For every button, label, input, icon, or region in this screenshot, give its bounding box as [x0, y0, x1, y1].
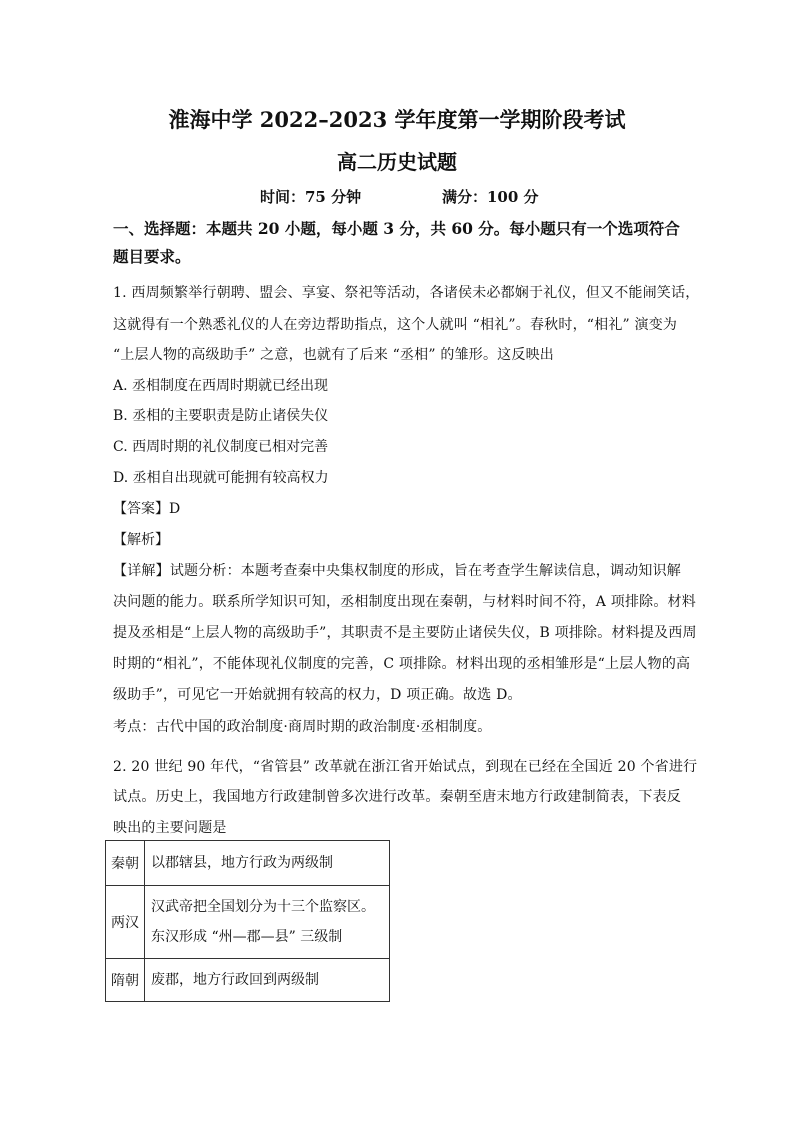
exam-title: 淮海中学 2022–2023 学年度第一学期阶段考试	[168, 107, 626, 132]
table-row	[106, 886, 390, 959]
q1-detail-line: 提及丞相是“上层人物的高级助手”，其职责不是主要防止诸侯失仪，B 项排除。材料提及西周	[113, 625, 697, 641]
table-cell-text: 以郡辖县，地方行政为两级制	[151, 855, 333, 871]
q1-option-b: B. 丞相的主要职责是防止诸侯失仪	[113, 408, 329, 424]
q1-analysis-tag: 【解析】	[113, 532, 169, 548]
section-heading: 一、选择题：本题共 20 小题，每小题 3 分，共 60 分。每小题只有一个选项符合	[113, 219, 680, 238]
q2-stem-line: 试点。历史上，我国地方行政建制曾多次进行改革。秦朝至唐末地方行政建制简表，下表反	[113, 789, 681, 805]
table-era-cell: 两汉	[106, 886, 145, 959]
q1-stem-line: 这就得有一个熟悉礼仪的人在旁边帮助指点，这个人就叫 “相礼”。春秋时，“相礼” 演变为	[113, 317, 678, 333]
q1-answer	[113, 498, 180, 518]
answer-tag: 【答案】	[113, 501, 169, 517]
q1-option-c: C. 西周时期的礼仪制度已相对完善	[113, 439, 329, 455]
q1-detail-line: 时期的“相礼”，不能体现礼仪制度的完善，C 项排除。材料出现的丞相雏形是“上层人物的高	[113, 656, 691, 672]
q1-point: 考点：古代中国的政治制度·商周时期的政治制度·丞相制度。	[113, 719, 492, 735]
exam-time: 时间：75 分钟	[260, 188, 362, 206]
exam-score: 满分：100 分	[442, 188, 539, 206]
table-content-cell	[145, 959, 390, 1002]
table-row	[106, 841, 390, 886]
table-cell-text: 废郡，地方行政回到两级制	[151, 972, 319, 988]
exam-subtitle: 高二历史试题	[337, 150, 457, 174]
table-era-cell: 隋朝	[106, 959, 145, 1002]
table-cell-text: 汉武帝把全国划分为十三个监察区。	[151, 899, 375, 915]
detail-text: 试题分析：本题考查秦中央集权制度的形成，旨在考查学生解读信息，调动知识解	[169, 563, 682, 579]
q1-detail-line	[113, 560, 681, 580]
table-content-cell	[145, 886, 390, 959]
q1-detail-line: 决问题的能力。联系所学知识可知，丞相制度出现在秦朝，与材料时间不符，A 项排除。材料	[113, 594, 696, 610]
answer-value: D	[169, 501, 181, 517]
q1-stem-line: 1. 西周频繁举行朝聘、盟会、享宴、祭祀等活动，各诸侯未必都娴于礼仪，但又不能闹笑话，	[113, 285, 700, 301]
detail-tag: 【详解】	[113, 563, 170, 579]
table-content-cell	[145, 841, 390, 886]
q1-stem-line: “上层人物的高级助手” 之意，也就有了后来 “丞相” 的雏形。这反映出	[113, 347, 554, 363]
q2-stem-line: 映出的主要问题是	[113, 820, 227, 836]
q1-option-a: A. 丞相制度在西周时期就已经出现	[113, 378, 329, 394]
table-row	[106, 959, 390, 1002]
q1-detail-line: 级助手”，可见它一开始就拥有较高的权力，D 项正确。故选 D。	[113, 687, 522, 703]
table-cell-text: 东汉形成 “州—郡—县” 三级制	[151, 929, 343, 945]
table-era-cell: 秦朝	[106, 841, 145, 886]
q2-stem-line: 2. 20 世纪 90 年代，“省管县” 改革就在浙江省开始试点，到现在已经在全国近 20 个省进行	[113, 759, 698, 775]
admin-system-table	[105, 840, 390, 1002]
section-heading-cont: 题目要求。	[113, 247, 191, 266]
q1-option-d: D. 丞相自出现就可能拥有较高权力	[113, 470, 329, 486]
